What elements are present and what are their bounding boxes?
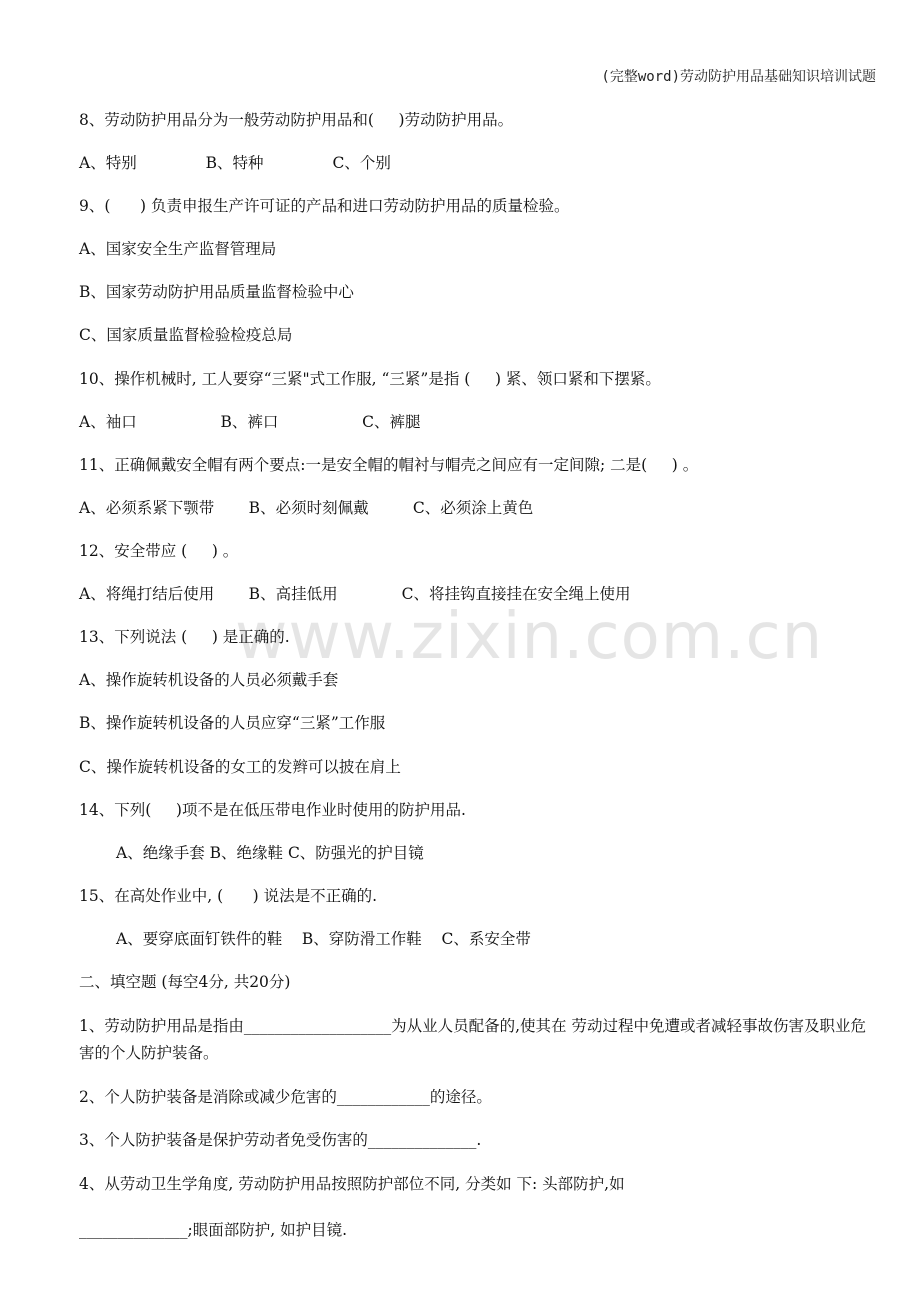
question-12: 12、安全带应 ( ) 。 xyxy=(79,542,239,560)
question-14: 14、下列( )项不是在低压带电作业时使用的防护用品. xyxy=(79,801,466,819)
fill-question-3: 3、个人防护装备是保护劳动者免受伤害的______________. xyxy=(79,1131,482,1149)
fill-question-1: 1、劳动防护用品是指由___________________为从业人员配备的,使其在 劳动过程中免遭或者减轻事故伤害及职业危害的个人防护装备。 xyxy=(79,1017,866,1062)
question-13: 13、下列说法 ( ) 是正确的. xyxy=(79,628,290,646)
question-11: 11、正确佩戴安全帽有两个要点:一是安全帽的帽衬与帽壳之间应有一定间隙; 二是( ) 。 xyxy=(79,456,699,474)
fill-question-4-continued: ______________;眼面部防护, 如护目镜. xyxy=(79,1221,348,1239)
question-8-options: A、特别 B、特种 C、个别 xyxy=(79,154,391,172)
question-15: 15、在高处作业中, ( ) 说法是不正确的. xyxy=(79,887,378,905)
question-9-option-a: A、国家安全生产监督管理局 xyxy=(79,240,277,258)
fill-question-4: 4、从劳动卫生学角度, 劳动防护用品按照防护部位不同, 分类如 下: 头部防护,如 xyxy=(79,1175,625,1193)
question-9: 9、( ) 负责申报生产许可证的产品和进口劳动防护用品的质量检验。 xyxy=(79,197,570,215)
question-8: 8、劳动防护用品分为一般劳动防护用品和( )劳动防护用品。 xyxy=(79,111,514,129)
question-14-options: A、绝缘手套 B、绝缘鞋 C、防强光的护目镜 xyxy=(116,844,424,862)
question-15-options: A、要穿底面钉铁件的鞋 B、穿防滑工作鞋 C、系安全带 xyxy=(116,930,531,948)
question-9-option-b: B、国家劳动防护用品质量监督检验中心 xyxy=(79,283,354,301)
watermark: www.zixin.com.cn xyxy=(235,600,824,674)
document-header: (完整word)劳动防护用品基础知识培训试题 xyxy=(601,69,876,85)
question-13-option-a: A、操作旋转机设备的人员必须戴手套 xyxy=(79,671,339,689)
question-13-option-c: C、操作旋转机设备的女工的发辫可以披在肩上 xyxy=(79,758,401,776)
question-11-options: A、必须系紧下颚带 B、必须时刻佩戴 C、必须涂上黄色 xyxy=(79,499,534,517)
fill-question-2: 2、个人防护装备是消除或减少危害的____________的途径。 xyxy=(79,1088,492,1106)
question-12-options: A、将绳打结后使用 B、高挂低用 C、将挂钩直接挂在安全绳上使用 xyxy=(79,585,631,603)
question-13-option-b: B、操作旋转机设备的人员应穿“三紧”工作服 xyxy=(79,714,386,732)
question-10: 10、操作机械时, 工人要穿“三紧"式工作服, “三紧”是指 ( ) 紧、领口紧和下摆紧。 xyxy=(79,370,661,388)
section-fill-in-title: 二、填空题 (每空4分, 共20分) xyxy=(79,973,291,991)
question-9-option-c: C、国家质量监督检验检疫总局 xyxy=(79,326,293,344)
question-10-options: A、袖口 B、裤口 C、裤腿 xyxy=(79,413,421,431)
